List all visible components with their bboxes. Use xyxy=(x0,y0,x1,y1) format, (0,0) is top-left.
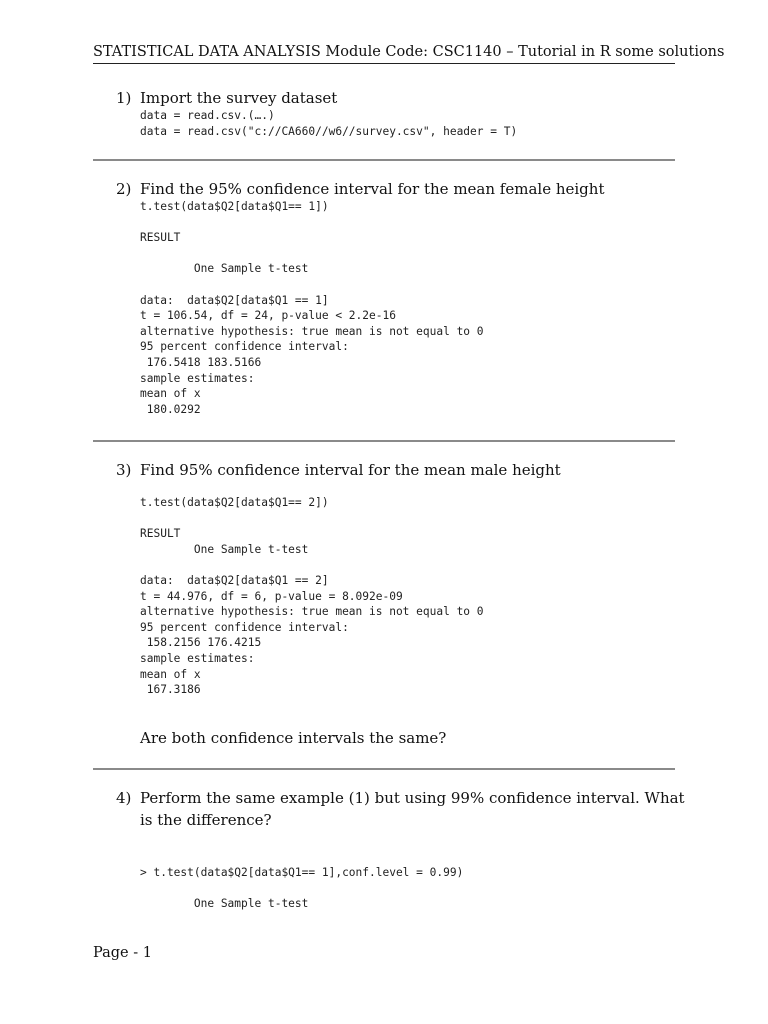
question-text: is the difference? xyxy=(140,811,272,829)
question-text: Import the survey dataset xyxy=(140,89,338,107)
code-block: One Sample t-test xyxy=(140,897,309,910)
section-divider xyxy=(93,159,675,161)
follow-up-question: Are both confidence intervals the same? xyxy=(140,729,447,747)
section-divider xyxy=(93,768,675,770)
question-text: Perform the same example (1) but using 99% confidence interval. What xyxy=(140,789,685,807)
section-divider xyxy=(93,440,675,442)
code-block: data = read.csv.(….) data = read.csv("c://CA660//w6//survey.csv", header = T) xyxy=(140,109,518,138)
question-number: 3) xyxy=(116,461,132,479)
question-number: 2) xyxy=(116,180,132,198)
code-block: > t.test(data$Q2[data$Q1== 1],conf.level = 0.99) xyxy=(140,866,464,879)
code-block: t.test(data$Q2[data$Q1== 1]) RESULT One Sample t-test data: data$Q2[data$Q1 == 1] t = 106.54, df = 24, p-value < 2.2e-16 alternative hypothesis: true mean is not equal to 0 95 percent confidence interval: 176.5418 183.5166 sample estimates: mean of x 180.0292 xyxy=(140,200,484,416)
header-rule xyxy=(93,63,675,64)
page-number: Page - 1 xyxy=(93,945,152,961)
question-text: Find 95% confidence interval for the mean male height xyxy=(140,461,561,479)
question-text: Find the 95% confidence interval for the mean female height xyxy=(140,180,605,198)
code-block: t.test(data$Q2[data$Q1== 2]) RESULT One Sample t-test data: data$Q2[data$Q1 == 2] t = 44.976, df = 6, p-value = 8.092e-09 alternative hypothesis: true mean is not equal to 0 95 percent confidence interval: 158.2156 176.4215 sample estimates: mean of x 167.3186 xyxy=(140,496,484,697)
question-number: 4) xyxy=(116,789,132,807)
question-number: 1) xyxy=(116,89,132,107)
document-title: STATISTICAL DATA ANALYSIS Module Code: CSC1140 – Tutorial in R some solutions xyxy=(93,44,725,60)
